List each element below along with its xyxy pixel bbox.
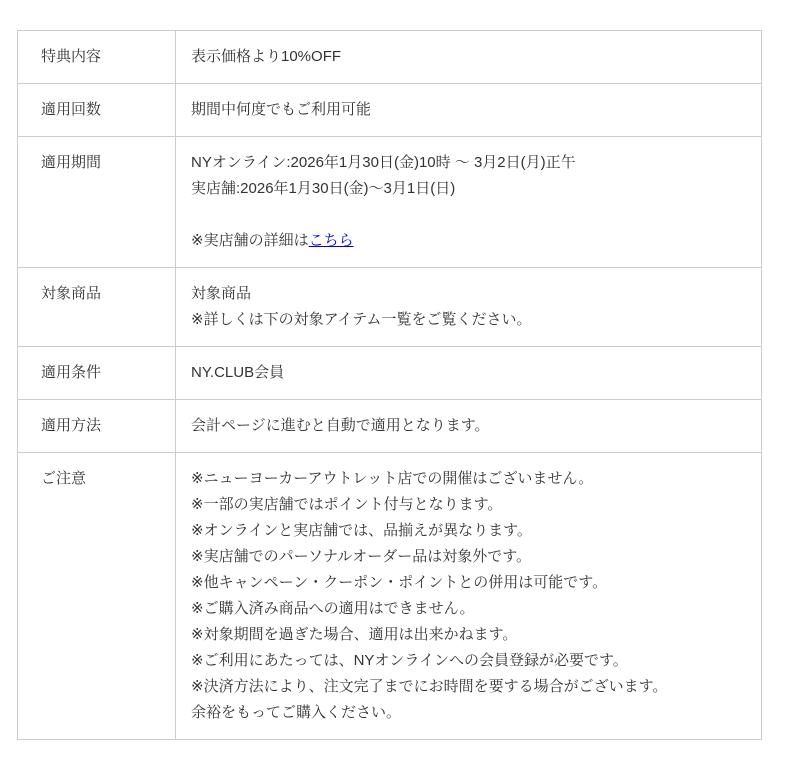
row-label: 適用方法 — [18, 400, 176, 453]
row-label: 適用期間 — [18, 137, 176, 268]
value-line: 実店舗:2026年1月30日(金)〜3月1日(日) — [191, 180, 456, 197]
store-detail-note: ※実店舗の詳細は — [191, 232, 309, 249]
row-value — [176, 31, 762, 84]
value-line: ※ニューヨーカーアウトレット店での開催はございません。 — [191, 470, 594, 487]
table-row-target-items — [18, 268, 762, 347]
table-row-usage-count — [18, 84, 762, 137]
value-line: ※対象期間を過ぎた場合、適用は出来かねます。 — [191, 626, 518, 643]
row-label: 適用条件 — [18, 347, 176, 400]
campaign-terms-table — [17, 30, 762, 740]
campaign-terms-table-wrap — [17, 30, 762, 740]
value-line: 対象商品 — [191, 285, 252, 302]
table-row-benefit — [18, 31, 762, 84]
value-line: ※他キャンペーン・クーポン・ポイントとの併用は可能です。 — [191, 574, 608, 591]
value-line: ※詳しくは下の対象アイテム一覧をご覧ください。 — [191, 311, 532, 328]
row-value — [176, 400, 762, 453]
row-value — [176, 84, 762, 137]
row-label: 適用回数 — [18, 84, 176, 137]
row-value — [176, 137, 762, 268]
value-line: ※決済方法により、注文完了までにお時間を要する場合がございます。 — [191, 678, 668, 695]
value-line: ※一部の実店舗ではポイント付与となります。 — [191, 496, 503, 513]
table-row-method — [18, 400, 762, 453]
row-label: 特典内容 — [18, 31, 176, 84]
value-line: 会計ページに進むと自動で適用となります。 — [191, 417, 490, 434]
table-row-period — [18, 137, 762, 268]
store-detail-link[interactable]: こちら — [308, 232, 354, 249]
value-line: 余裕をもってご購入ください。 — [191, 704, 402, 721]
value-line-with-link — [191, 228, 749, 254]
value-line: 表示価格より10%OFF — [191, 48, 342, 65]
value-line: NY.CLUB会員 — [191, 364, 285, 381]
value-line: ※オンラインと実店舗では、品揃えが異なります。 — [191, 522, 532, 539]
row-label: 対象商品 — [18, 268, 176, 347]
value-line: 期間中何度でもご利用可能 — [191, 101, 372, 118]
row-value — [176, 453, 762, 740]
value-line-blank — [191, 202, 749, 228]
value-line: NYオンライン:2026年1月30日(金)10時 〜 3月2日(月)正午 — [191, 154, 576, 171]
row-value — [176, 268, 762, 347]
row-value — [176, 347, 762, 400]
value-line: ※ご利用にあたっては、NYオンラインへの会員登録が必要です。 — [191, 652, 628, 669]
row-label: ご注意 — [18, 453, 176, 740]
value-line: ※ご購入済み商品への適用はできません。 — [191, 600, 475, 617]
value-line: ※実店舗でのパーソナルオーダー品は対象外です。 — [191, 548, 532, 565]
table-row-notes — [18, 453, 762, 740]
table-row-conditions — [18, 347, 762, 400]
